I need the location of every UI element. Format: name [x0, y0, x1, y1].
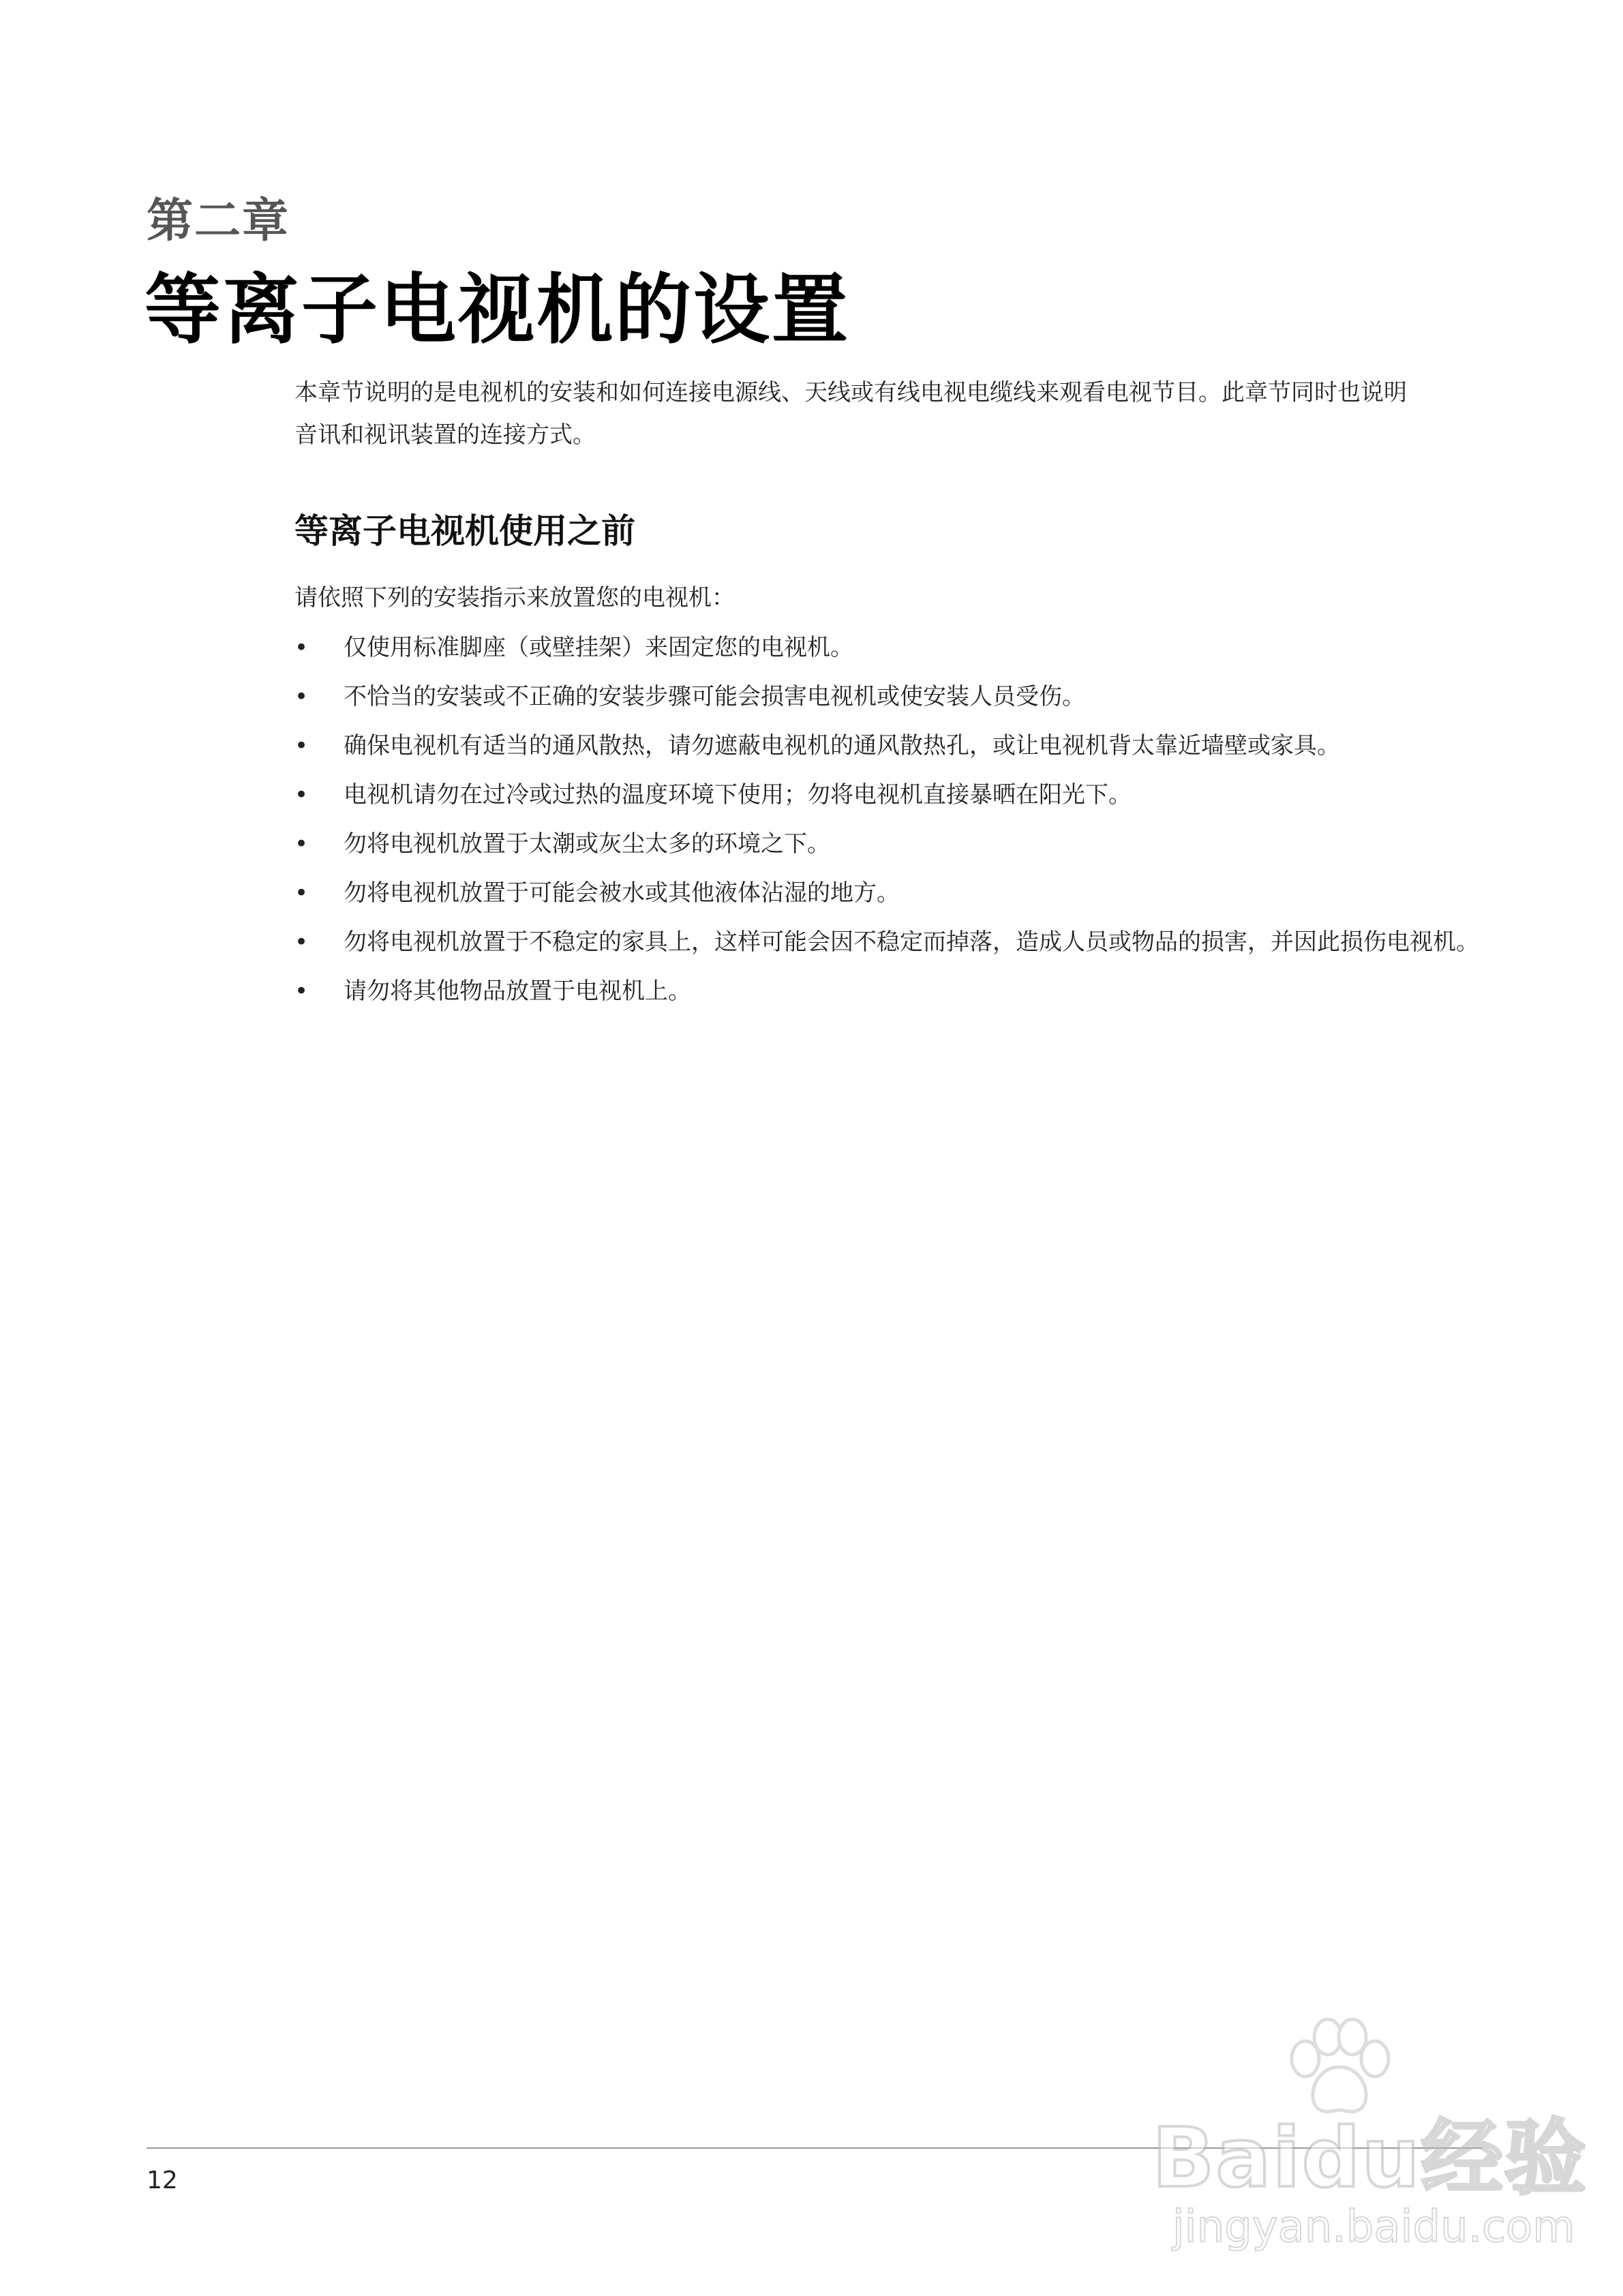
list-item-text: 勿将电视机放置于太潮或灰尘太多的环境之下。: [344, 830, 830, 858]
list-item-text: 勿将电视机放置于可能会被水或其他液体沾湿的地方。: [344, 879, 900, 907]
page-number: 12: [147, 2166, 178, 2194]
list-item-text: 电视机请勿在过冷或过热的温度环境下使用；勿将电视机直接暴晒在阳光下。: [344, 781, 1132, 809]
list-item: [294, 627, 1487, 668]
intro-line-2: 音讯和视讯装置的连接方式。: [294, 421, 596, 449]
bullet-icon: •: [294, 830, 309, 858]
list-item-text: 仅使用标准脚座（或壁挂架）来固定您的电视机。: [344, 634, 853, 661]
section-heading: 等离子电视机使用之前: [294, 511, 635, 551]
intro-line-1: 本章节说明的是电视机的安装和如何连接电源线、天线或有线电视电缆线来观看电视节目。此章节同时也说明: [294, 379, 1407, 406]
baidu-watermark: [1132, 2018, 1588, 2263]
list-item: [294, 824, 1487, 864]
bullet-icon: •: [294, 928, 309, 956]
list-item-text: 勿将电视机放置于不稳定的家具上，这样可能会因不稳定而掉落，造成人员或物品的损害，并因此损伤电视机。: [344, 928, 1479, 956]
list-item: [294, 725, 1487, 766]
chapter-label: 第二章: [147, 194, 290, 248]
bullet-icon: •: [294, 634, 309, 661]
bullet-icon: •: [294, 978, 309, 1005]
list-item-text: 请勿将其他物品放置于电视机上。: [344, 978, 691, 1005]
bullet-icon: •: [294, 683, 309, 710]
bullet-icon: •: [294, 781, 309, 809]
section-lead: 请依照下列的安装指示来放置您的电视机：: [294, 584, 735, 611]
list-item: [294, 971, 1487, 1012]
list-item: [294, 922, 1487, 963]
list-item: [294, 676, 1487, 717]
list-item: [294, 774, 1487, 815]
watermark-url: jingyan.baidu.com: [1172, 2202, 1575, 2252]
list-item-text: 确保电视机有适当的通风散热，请勿遮蔽电视机的通风散热孔，或让电视机背太靠近墙壁或家具。: [344, 732, 1340, 759]
bullet-icon: •: [294, 732, 309, 759]
intro-paragraph: [294, 372, 1487, 456]
list-item-text: 不恰当的安装或不正确的安装步骤可能会损害电视机或使安装人员受伤。: [344, 683, 1085, 710]
bullet-icon: •: [294, 879, 309, 907]
watermark-brand: Baidu经验: [1152, 2111, 1588, 2206]
chapter-title: 等离子电视机的设置: [145, 265, 850, 354]
main-content: [294, 372, 1487, 1020]
list-item: [294, 873, 1487, 913]
instruction-list: [294, 627, 1487, 1012]
